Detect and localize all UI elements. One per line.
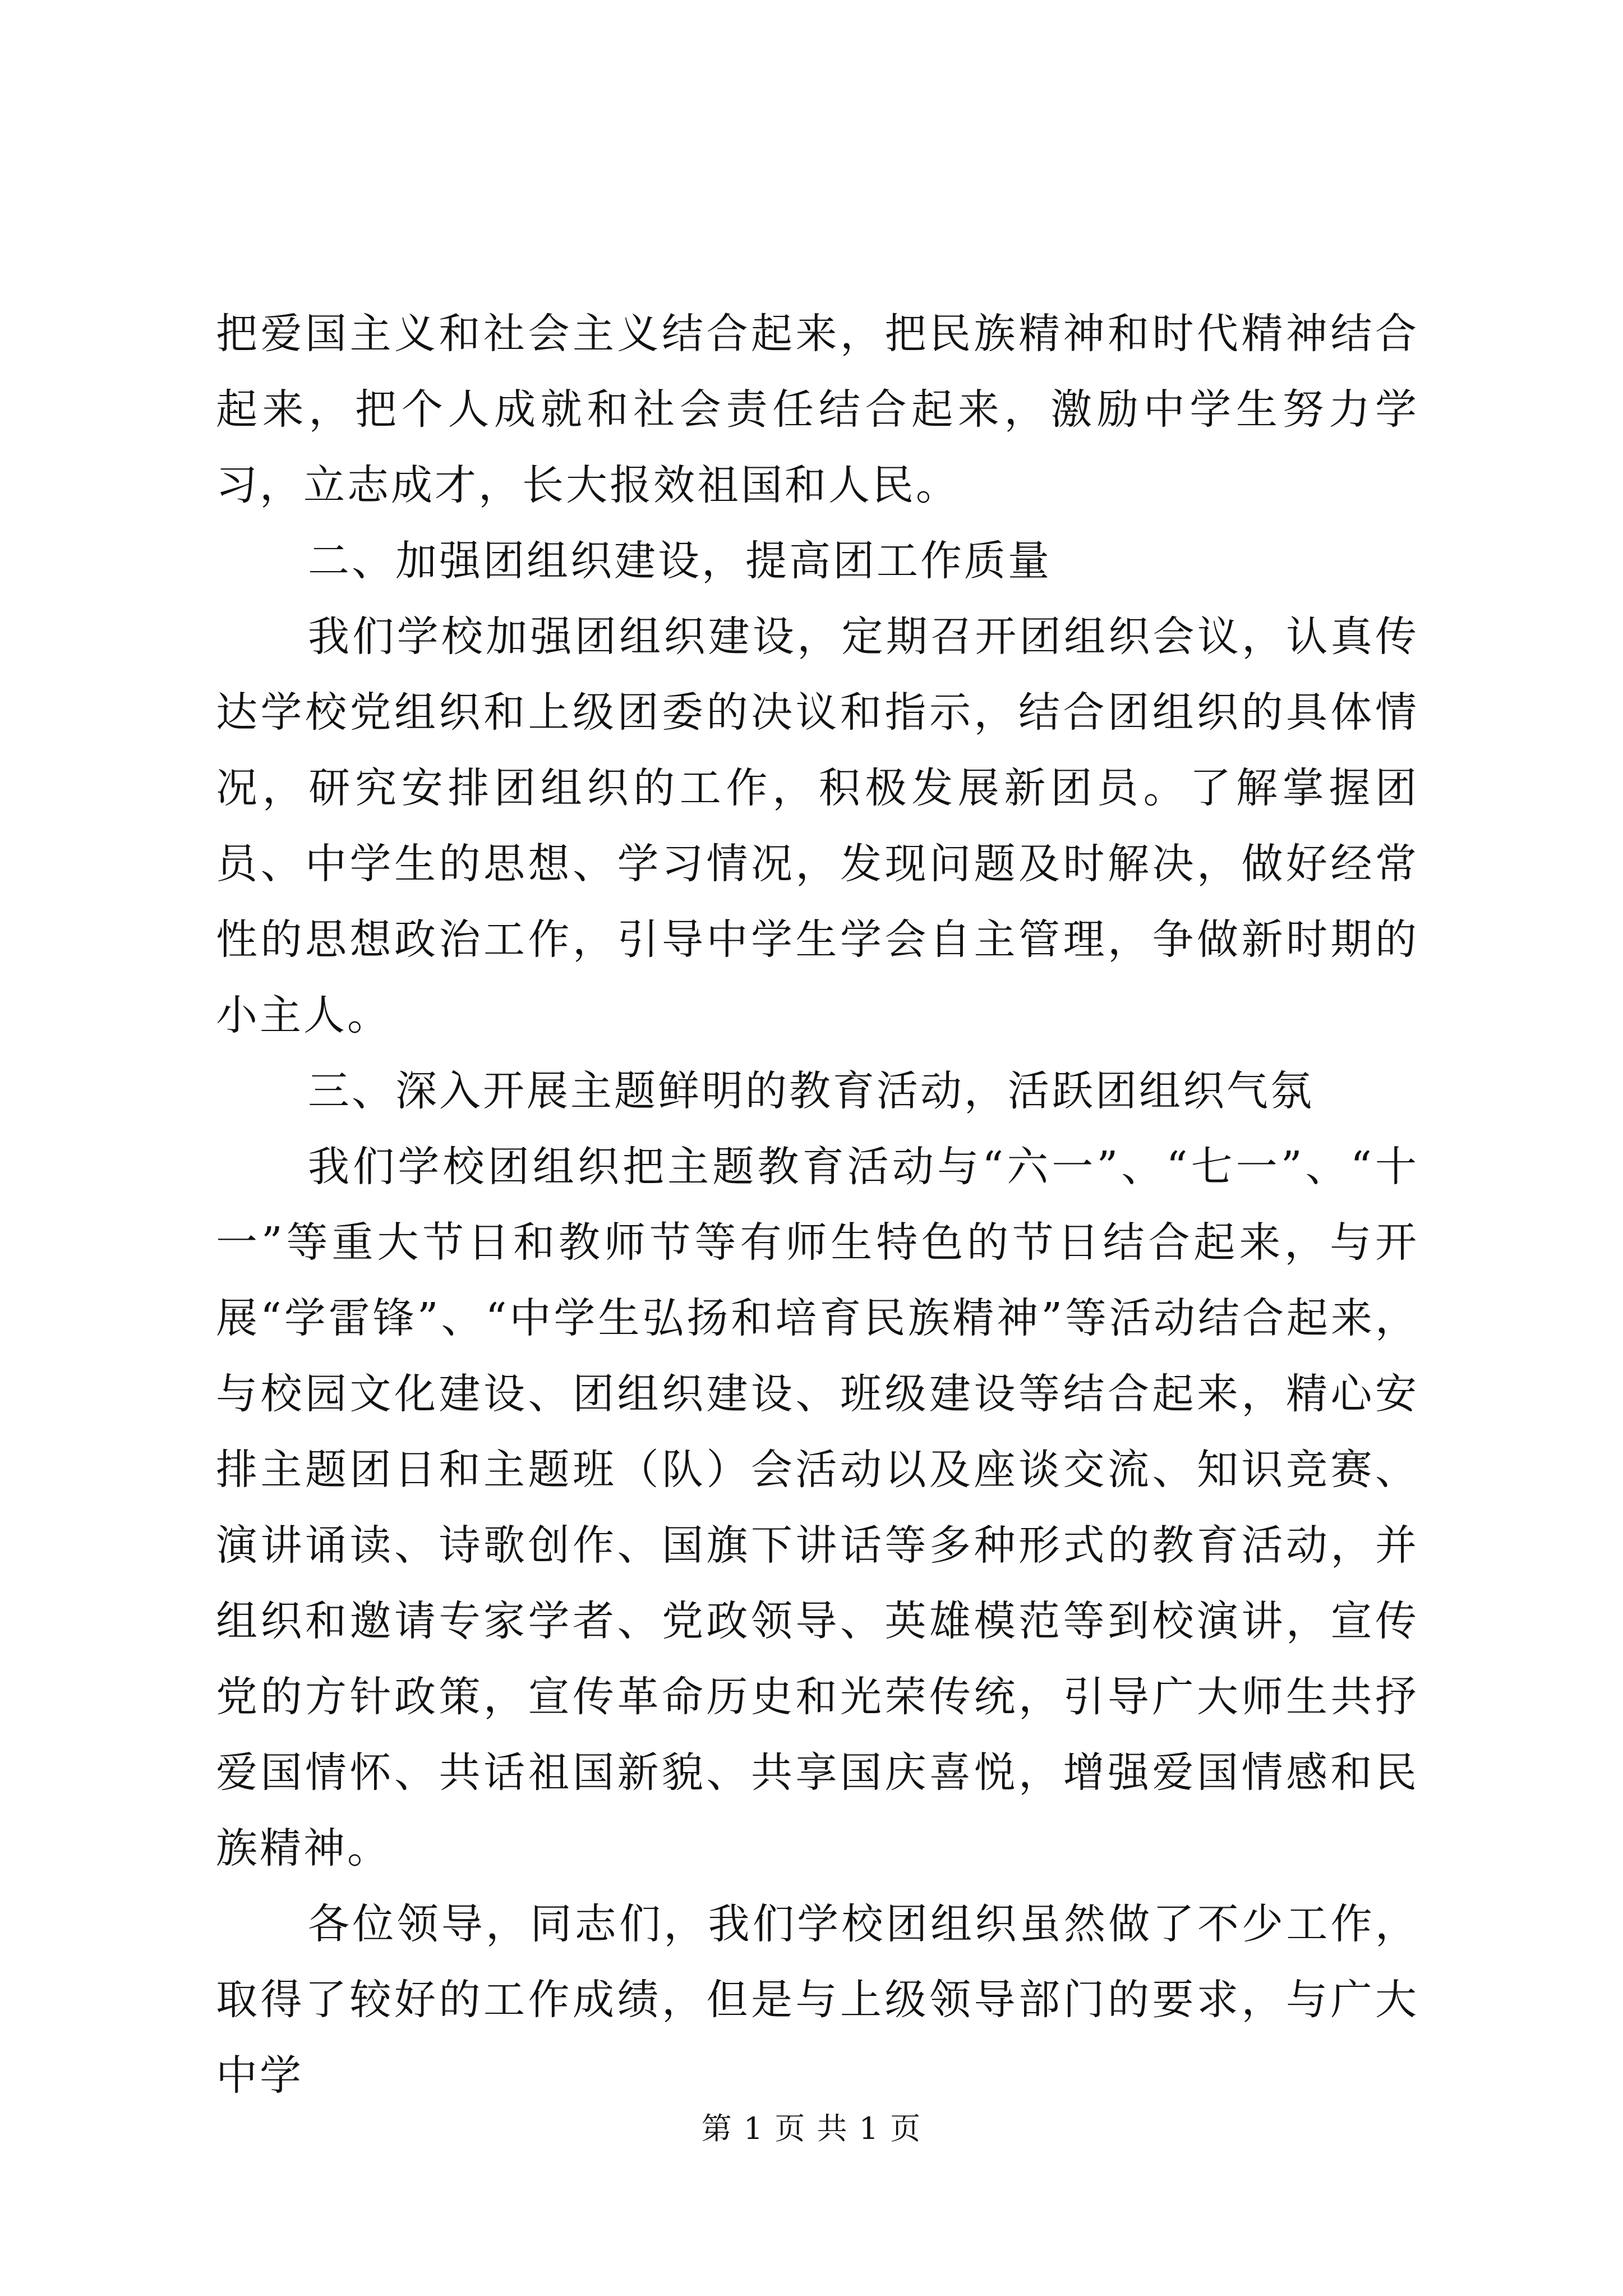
- paragraph-closing: 各位领导，同志们，我们学校团组织虽然做了不少工作，取得了较好的工作成绩，但是与上级领导部门的要求，与广大中学: [216, 1900, 1419, 2100]
- body-text: [216, 296, 1419, 2114]
- section-heading-2: 二、加强团组织建设，提高团工作质量: [308, 537, 1052, 585]
- page-number-footer: 第 1 页 共 1 页: [701, 2111, 922, 2146]
- paragraph-education-activities: 我们学校团组织把主题教育活动与“六一”、“七一”、“十一”等重大节日和教师节等有师生特色的节日结合起来，与开展“学雷锋”、“中学生弘扬和培育民族精神”等活动结合起来，与校园文化建设、团组织建设、班级建设等结合起来，精心安排主题团日和主题班（队）会活动以及座谈交流、知识竞赛、演讲诵读、诗歌创作、国旗下讲话等多种形式的教育活动，并组织和邀请专家学者、党政领导、英雄模范等到校演讲，宣传党的方针政策，宣传革命历史和光荣传统，引导广大师生共抒爱国情怀、共话祖国新貌、共享国庆喜悦，增强爱国情感和民族精神。: [216, 1143, 1419, 1872]
- section-heading-3: 三、深入开展主题鲜明的教育活动，活跃团组织气氛: [308, 1067, 1314, 1115]
- paragraph-continuation: 把爱国主义和社会主义结合起来，把民族精神和时代精神结合起来，把个人成就和社会责任结合起来，激励中学生努力学习，立志成才，长大报效祖国和人民。: [216, 310, 1419, 509]
- paragraph-org-building: 我们学校加强团组织建设，定期召开团组织会议，认真传达学校党组织和上级团委的决议和指示，结合团组织的具体情况，研究安排团组织的工作，积极发展新团员。了解掌握团员、中学生的思想、学习情况，发现问题及时解决，做好经常性的思想政治工作，引导中学生学会自主管理，争做新时期的小主人。: [216, 613, 1419, 1039]
